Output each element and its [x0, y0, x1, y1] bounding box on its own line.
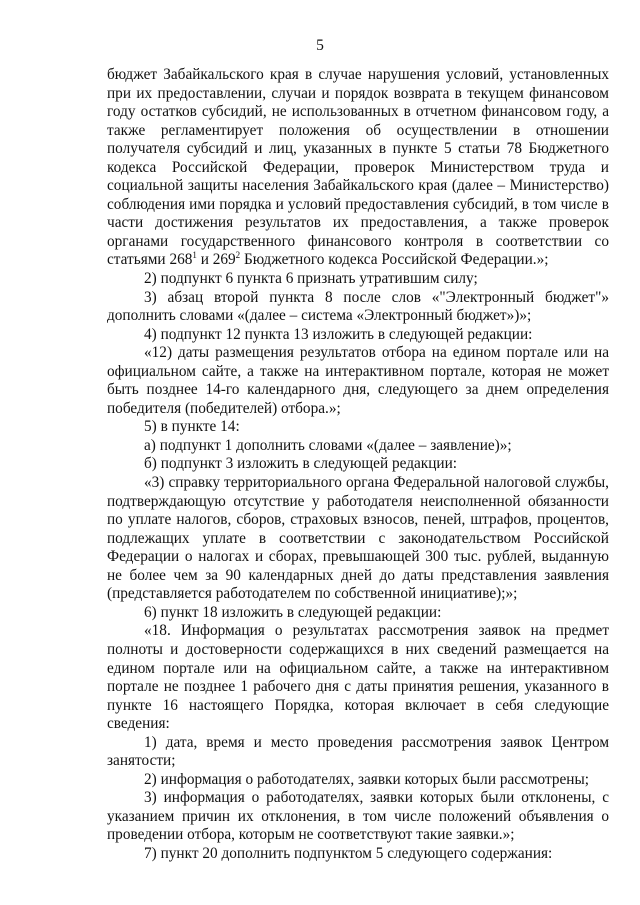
- paragraph-text: 3) информация о работодателях, заявки которых были отклонены, с указанием причин их отклонения, в том числе положений объявления о проведении отбора, которым не соответствуют такие заявки.»;: [107, 789, 609, 844]
- paragraph: [107, 771, 609, 790]
- paragraph-text: 1) дата, время и место проведения рассмотрения заявок Центром занятости;: [107, 733, 609, 770]
- paragraph: [107, 437, 609, 456]
- superscript: 1: [192, 250, 197, 261]
- paragraph-text: 5) в пункте 14:: [144, 418, 240, 436]
- paragraph: [107, 604, 609, 623]
- paragraph: [107, 789, 609, 845]
- paragraph-text: 6) пункт 18 изложить в следующей редакции:: [144, 603, 442, 621]
- paragraph-text: 2) подпункт 6 пункта 6 признать утратившим силу;: [144, 270, 478, 288]
- paragraph-text: Бюджетного кодекса Российской Федерации.»;: [240, 251, 549, 269]
- paragraph-text: 2) информация о работодателях, заявки которых были рассмотрены;: [144, 770, 589, 788]
- paragraph-text: бюджет Забайкальского края в случае нарушения условий, установленных при их предоставлении, случаи и порядок возврата в текущем финансовом году остатков субсидий, не использованных в отчетном финансовом году, а также регламентирует положения об осуществлении в отношении получателя субсидий и лиц, указанных в пункте 5 статьи 78 Бюджетного кодекса Российской Федерации, проверок Министерством труда и социальной защиты населения Забайкальского края (далее – Министерство) соблюдения ими порядка и условий предоставления субсидий, в том числе в части достижения результатов их предоставления, а также проверок органами государственного финансового контроля в соответствии со статьями 268: [107, 66, 609, 269]
- paragraph: [107, 418, 609, 437]
- paragraph-text: 7) пункт 20 дополнить подпунктом 5 следующего содержания:: [144, 844, 553, 862]
- paragraph: [107, 455, 609, 474]
- paragraph: [107, 66, 609, 270]
- paragraph: [107, 474, 609, 604]
- superscript: 2: [235, 250, 241, 261]
- paragraph-text: б) подпункт 3 изложить в следующей редакции:: [144, 455, 458, 473]
- paragraph: [107, 326, 609, 345]
- paragraph-text: и 269: [196, 251, 236, 269]
- paragraph: [107, 270, 609, 289]
- paragraph-text: «3) справку территориального органа Федеральной налоговой службы, подтверждающую отсутствие у работодателя неисполненной обязанности по уплате налогов, сборов, страховых взносов, пеней, штрафов, процентов, подлежащих уплате в соответствии с законодательством Российской Федерации о налогах и сборах, превышающей 300 тыс. рублей, выданную не более чем за 90 календарных дней до даты представления заявления (представляется работодателем по собственной инициативе);»;: [107, 474, 609, 603]
- paragraph-text: «18. Информация о результатах рассмотрения заявок на предмет полноты и достоверности содержащихся в них сведений размещается на едином портале или на официальном сайте, а также на интерактивном портале не позднее 1 рабочего дня с даты принятия решения, указанного в пункте 16 настоящего Порядка, которая включает в себя следующие сведения:: [107, 622, 609, 733]
- paragraph-text: а) подпункт 1 дополнить словами «(далее – заявление)»;: [144, 436, 512, 454]
- paragraph-text: 3) абзац второй пункта 8 после слов «"Электронный бюджет"» дополнить словами «(далее – система «Электронный бюджет»)»;: [107, 288, 609, 325]
- page-number: 5: [316, 37, 324, 54]
- paragraph: [107, 289, 609, 326]
- paragraph: [107, 344, 609, 418]
- paragraph: [107, 734, 609, 771]
- paragraph-text: 4) подпункт 12 пункта 13 изложить в следующей редакции:: [144, 325, 533, 343]
- document-body: [107, 66, 609, 864]
- paragraph: [107, 622, 609, 733]
- paragraph-text: «12) даты размещения результатов отбора на едином портале или на официальном сайте, а также на интерактивном портале, которая не может быть позднее 14-го календарного дня, следующего за днем определения победителя (победителей) отбора.»;: [107, 344, 609, 417]
- paragraph: [107, 845, 609, 864]
